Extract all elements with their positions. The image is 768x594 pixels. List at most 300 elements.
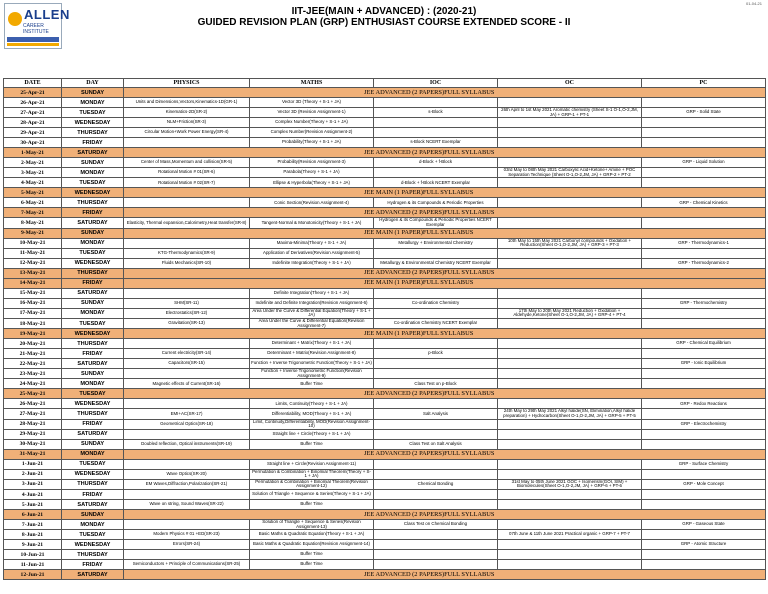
ioc-cell <box>374 359 498 369</box>
table-row <box>4 449 766 459</box>
phy-cell: Fluids Mechanics(SR-10) <box>124 258 250 268</box>
oc-cell <box>498 429 642 439</box>
math-cell: Straight line + Circle(Theory + S-1 + JA) <box>250 429 374 439</box>
date-cell: 18-May-21 <box>4 318 62 328</box>
date-cell: 7-Jun-21 <box>4 520 62 530</box>
day-cell: THURSDAY <box>62 198 124 208</box>
date-cell: 3-Jun-21 <box>4 479 62 489</box>
table-row <box>4 168 766 178</box>
day-cell: SATURDAY <box>62 359 124 369</box>
table-row <box>4 560 766 570</box>
date-cell: 17-May-21 <box>4 308 62 318</box>
table-row <box>4 429 766 439</box>
phy-cell: SHM(SR-11) <box>124 298 250 308</box>
day-cell: SUNDAY <box>62 158 124 168</box>
math-cell: Solution of Triangle + Sequence & Series(Theory + S-1 + JA) <box>250 490 374 500</box>
math-cell: Limit, Continuity,Differentiability, MOD(Revision Assignment-10) <box>250 419 374 429</box>
date-cell: 24-May-21 <box>4 379 62 389</box>
pc-cell <box>642 560 766 570</box>
pc-cell <box>642 178 766 188</box>
oc-cell <box>498 178 642 188</box>
phy-cell: Rotational Motion # 01(SR-6) <box>124 168 250 178</box>
col-header-physics: PHYSICS <box>124 79 250 88</box>
phy-cell <box>124 138 250 148</box>
page-number: 01-04-21 <box>745 1 762 6</box>
table-row <box>4 409 766 419</box>
ioc-cell: s-Block <box>374 108 498 118</box>
logo-strip <box>7 37 59 42</box>
table-row <box>4 469 766 479</box>
ioc-cell <box>374 429 498 439</box>
oc-cell <box>498 469 642 479</box>
day-cell: FRIDAY <box>62 560 124 570</box>
ioc-cell: s-Block NCERT Exemplar <box>374 138 498 148</box>
ioc-cell: Hydrogen & its Compounds & Periodic Properties <box>374 198 498 208</box>
oc-cell <box>498 158 642 168</box>
phy-cell: Errors(SR-24) <box>124 540 250 550</box>
day-cell: WEDNESDAY <box>62 258 124 268</box>
oc-cell <box>498 490 642 500</box>
table-row <box>4 258 766 268</box>
table-row <box>4 570 766 580</box>
day-cell: WEDNESDAY <box>62 188 124 198</box>
date-cell: 6-Jun-21 <box>4 510 62 520</box>
day-cell: SUNDAY <box>62 369 124 379</box>
ioc-cell: Salt Analysis <box>374 409 498 419</box>
table-row <box>4 178 766 188</box>
ioc-cell <box>374 560 498 570</box>
logo-brand: ALLEN <box>24 7 70 22</box>
oc-cell: 10th May to 15th May 2021 Carbonyl compounds + Oxidation + Reduction(Sheet O-1,O-2,JM, JA) + GRP-3 + PT-3 <box>498 238 642 248</box>
ioc-cell <box>374 168 498 178</box>
oc-cell <box>498 298 642 308</box>
pc-cell <box>642 550 766 560</box>
day-cell: FRIDAY <box>62 138 124 148</box>
math-cell: Definite Integration(Theory + S-1 + JA) <box>250 288 374 298</box>
oc-cell: 03rd May to 08th May 2021 Carboxylic Acid+Ketone+ Amine + POC Separation Technique (Sheet O-1,O-2,JM, JA) + GRP-2 + PT-2 <box>498 168 642 178</box>
day-cell: FRIDAY <box>62 349 124 359</box>
table-row <box>4 318 766 328</box>
date-cell: 19-May-21 <box>4 329 62 339</box>
date-cell: 16-May-21 <box>4 298 62 308</box>
oc-cell <box>498 520 642 530</box>
math-cell: Tangent-Normal & Monotonicity(Theory + S-1 + JA) <box>250 218 374 228</box>
oc-cell <box>498 318 642 328</box>
pc-cell: GRP - Atomic Structure <box>642 540 766 550</box>
oc-cell: 07th June & 11th June 2021 Practical organic + GRP-7 + PT-7 <box>498 530 642 540</box>
pc-cell <box>642 379 766 389</box>
pc-cell <box>642 369 766 379</box>
date-cell: 8-Jun-21 <box>4 530 62 540</box>
math-cell: Buffer Time <box>250 500 374 510</box>
date-cell: 11-May-21 <box>4 248 62 258</box>
date-cell: 9-Jun-21 <box>4 540 62 550</box>
logo-subtitle: CAREER INSTITUTE <box>23 23 49 35</box>
day-cell: MONDAY <box>62 308 124 318</box>
math-cell: Area Under the Curve & Differential Equation(Theory + S-1 + JA) <box>250 308 374 318</box>
table-row <box>4 500 766 510</box>
table-row <box>4 359 766 369</box>
exam-banner-cell: JEE ADVANCED (2 PAPERS)FULL SYLLABUS <box>124 389 766 399</box>
day-cell: SATURDAY <box>62 570 124 580</box>
math-cell: Limits, Continuity(Theory + S-1 + JA) <box>250 399 374 409</box>
pc-cell <box>642 248 766 258</box>
phy-cell <box>124 288 250 298</box>
math-cell: Basic Maths & Quadratic Equation(Revision Assignment-14) <box>250 540 374 550</box>
revision-plan-table <box>3 78 766 580</box>
day-cell: TUESDAY <box>62 108 124 118</box>
pc-cell: GRP - Thermodynamics-1 <box>642 238 766 248</box>
table-row <box>4 198 766 208</box>
table-row <box>4 268 766 278</box>
pc-cell <box>642 469 766 479</box>
day-cell: THURSDAY <box>62 479 124 489</box>
date-cell: 12-Jun-21 <box>4 570 62 580</box>
pc-cell <box>642 349 766 359</box>
day-cell: SATURDAY <box>62 500 124 510</box>
date-cell: 10-May-21 <box>4 238 62 248</box>
day-cell: WEDNESDAY <box>62 118 124 128</box>
oc-cell <box>498 540 642 550</box>
day-cell: WEDNESDAY <box>62 540 124 550</box>
phy-cell: Modern Physics # 01 +ED(SR-23) <box>124 530 250 540</box>
table-row <box>4 379 766 389</box>
table-row <box>4 138 766 148</box>
day-cell: TUESDAY <box>62 389 124 399</box>
math-cell: Function + Inverse Trigonometric Function(Revision Assignment-9) <box>250 369 374 379</box>
table-row <box>4 148 766 158</box>
date-cell: 27-Apr-21 <box>4 108 62 118</box>
table-row <box>4 108 766 118</box>
table-row <box>4 550 766 560</box>
phy-cell: Wave Optics(SR-20) <box>124 469 250 479</box>
date-cell: 25-May-21 <box>4 389 62 399</box>
oc-cell <box>498 198 642 208</box>
table-row <box>4 329 766 339</box>
date-cell: 5-May-21 <box>4 188 62 198</box>
oc-cell <box>498 379 642 389</box>
phy-cell: EMI+AC(SR-17) <box>124 409 250 419</box>
math-cell: Vector 3D (Theory + S-1 + JA) <box>250 98 374 108</box>
day-cell: MONDAY <box>62 449 124 459</box>
day-cell: TUESDAY <box>62 318 124 328</box>
table-row <box>4 459 766 469</box>
date-cell: 30-Apr-21 <box>4 138 62 148</box>
ioc-cell <box>374 248 498 258</box>
ioc-cell: Hydrogen & its Compounds & Periodic Properties NCERT Exemplar <box>374 218 498 228</box>
ioc-cell: p-Block <box>374 349 498 359</box>
math-cell: Straight line + Circle(Revision Assignment-11) <box>250 459 374 469</box>
col-header-pc: PC <box>642 79 766 88</box>
page-header <box>0 0 768 60</box>
oc-cell <box>498 138 642 148</box>
phy-cell: KTG-Thermodynamics(SR-9) <box>124 248 250 258</box>
date-cell: 23-May-21 <box>4 369 62 379</box>
pc-cell: GRP - Electrochemistry <box>642 419 766 429</box>
pc-cell <box>642 490 766 500</box>
phy-cell <box>124 399 250 409</box>
ioc-cell <box>374 419 498 429</box>
phy-cell <box>124 429 250 439</box>
phy-cell: Magnetic effects of Current(SR-16) <box>124 379 250 389</box>
math-cell: Probability(Revision Assignment-3) <box>250 158 374 168</box>
oc-cell <box>498 118 642 128</box>
day-cell: FRIDAY <box>62 278 124 288</box>
date-cell: 9-May-21 <box>4 228 62 238</box>
col-header-oc: OC <box>498 79 642 88</box>
table-row <box>4 520 766 530</box>
phy-cell: Semiconductors + Principle of Communications(SR-25) <box>124 560 250 570</box>
phy-cell: NLM+Friction(SR-3) <box>124 118 250 128</box>
date-cell: 4-Jun-21 <box>4 490 62 500</box>
table-row <box>4 278 766 288</box>
table-row <box>4 439 766 449</box>
day-cell: SATURDAY <box>62 288 124 298</box>
table-row <box>4 228 766 238</box>
ioc-cell <box>374 530 498 540</box>
math-cell: Permutation & Combination + Binomial Theorem(Theory + S-1 + JA) <box>250 469 374 479</box>
ioc-cell: Metallurgy & Environmental Chemistry NCERT Exemplar <box>374 258 498 268</box>
pc-cell <box>642 308 766 318</box>
oc-cell: 31st May to 05th June 2021 GOC + Isomerism(GOI, SIM) + Biomolecules(Sheet O-1,O-2,JM, JA) + GRP-6 + PT-6 <box>498 479 642 489</box>
table-row <box>4 540 766 550</box>
phy-cell: Electrostatics(SR-12) <box>124 308 250 318</box>
date-cell: 15-May-21 <box>4 288 62 298</box>
day-cell: SUNDAY <box>62 439 124 449</box>
page-subtitle: GUIDED REVISION PLAN (GRP) ENTHUSIAST COURSE EXTENDED SCORE - II <box>197 17 571 28</box>
table-row <box>4 238 766 248</box>
day-cell: SUNDAY <box>62 228 124 238</box>
date-cell: 13-May-21 <box>4 268 62 278</box>
pc-cell <box>642 98 766 108</box>
math-cell: Buffer Time <box>250 550 374 560</box>
table-row <box>4 88 766 98</box>
math-cell: Ellipse & Hyperbola(Theory + S-1 + JA) <box>250 178 374 188</box>
date-cell: 26-Apr-21 <box>4 98 62 108</box>
math-cell: Solution of Triangle + Sequence & Series(Revision Assignment-13) <box>250 520 374 530</box>
day-cell: FRIDAY <box>62 490 124 500</box>
date-cell: 2-Jun-21 <box>4 469 62 479</box>
table-header-row <box>4 79 766 88</box>
pc-cell <box>642 409 766 419</box>
oc-cell: 17th May to 20th May 2021 Reduction + Oxidation + Aldehyde,Ketone(Sheet O-1,O-2,JM, JA) + GRP-4 + PT-4 <box>498 308 642 318</box>
phy-cell: Center of Mass,Momentum and collision(SR-5) <box>124 158 250 168</box>
oc-cell <box>498 128 642 138</box>
exam-banner-cell: JEE ADVANCED (2 PAPERS)FULL SYLLABUS <box>124 570 766 580</box>
pc-cell <box>642 168 766 178</box>
day-cell: SATURDAY <box>62 148 124 158</box>
oc-cell <box>498 439 642 449</box>
exam-banner-cell: JEE MAIN (1 PAPER)FULL SYLLABUS <box>124 278 766 288</box>
date-cell: 31-May-21 <box>4 449 62 459</box>
phy-cell: Elasticity, Thermal expansion,Calorimetry,Heat transfer(SR-8) <box>124 218 250 228</box>
pc-cell: GRP - Liquid Solution <box>642 158 766 168</box>
phy-cell <box>124 238 250 248</box>
day-cell: SATURDAY <box>62 429 124 439</box>
math-cell: Indefinite Integration(Theory + S-1 + JA) <box>250 258 374 268</box>
date-cell: 6-May-21 <box>4 198 62 208</box>
ioc-cell <box>374 118 498 128</box>
pc-cell: GRP - Solid State <box>642 108 766 118</box>
date-cell: 25-Apr-21 <box>4 88 62 98</box>
math-cell: Differentiability, MOD(Theory + S-1 + JA) <box>250 409 374 419</box>
ioc-cell <box>374 540 498 550</box>
phy-cell <box>124 550 250 560</box>
date-cell: 29-Apr-21 <box>4 128 62 138</box>
math-cell: Determinant + Matrix(Revision Assignment-8) <box>250 349 374 359</box>
day-cell: TUESDAY <box>62 530 124 540</box>
ioc-cell: Metallurgy + Environmental Chemistry <box>374 238 498 248</box>
oc-cell <box>498 359 642 369</box>
oc-cell <box>498 349 642 359</box>
math-cell: Application of Derivatives(Revision Assignment-5) <box>250 248 374 258</box>
pc-cell <box>642 118 766 128</box>
oc-cell: 26th April to 1st May 2021 Aromatic chemistry (Sheet S-1 O-1,O-2,JM, JA) + GRP-1 + PT-1 <box>498 108 642 118</box>
ioc-cell <box>374 98 498 108</box>
date-cell: 28-May-21 <box>4 419 62 429</box>
date-cell: 21-May-21 <box>4 349 62 359</box>
pc-cell: GRP - Surface Chemistry <box>642 459 766 469</box>
ioc-cell <box>374 469 498 479</box>
pc-cell: GRP - Mole Concept <box>642 479 766 489</box>
math-cell: Vector 3D (Revision Assignment-1) <box>250 108 374 118</box>
phy-cell <box>124 459 250 469</box>
day-cell: MONDAY <box>62 379 124 389</box>
oc-cell <box>498 98 642 108</box>
exam-banner-cell: JEE ADVANCED (2 PAPERS)FULL SYLLABUS <box>124 88 766 98</box>
oc-cell <box>498 399 642 409</box>
pc-cell: GRP - Chemical Equilibrium <box>642 339 766 349</box>
table-row <box>4 479 766 489</box>
pc-cell: GRP - Chemical Kinetics <box>642 198 766 208</box>
table-row <box>4 369 766 379</box>
day-cell: MONDAY <box>62 168 124 178</box>
table-row <box>4 399 766 409</box>
phy-cell: EM Waves,Diffraction,Polarization(SR-21) <box>124 479 250 489</box>
phy-cell <box>124 198 250 208</box>
day-cell: THURSDAY <box>62 550 124 560</box>
math-cell: Buffer Time <box>250 560 374 570</box>
day-cell: THURSDAY <box>62 339 124 349</box>
table-row <box>4 248 766 258</box>
phy-cell: Geometrical Optics(SR-18) <box>124 419 250 429</box>
table-row <box>4 118 766 128</box>
exam-banner-cell: JEE ADVANCED (2 PAPERS)FULL SYLLABUS <box>124 268 766 278</box>
table-row <box>4 98 766 108</box>
ioc-cell: d-Block + f-Block <box>374 158 498 168</box>
exam-banner-cell: JEE ADVANCED (2 PAPERS)FULL SYLLABUS <box>124 148 766 158</box>
day-cell: THURSDAY <box>62 128 124 138</box>
oc-cell <box>498 459 642 469</box>
phy-cell: Circular Motion+Work Power Energy(SR-4) <box>124 128 250 138</box>
math-cell: Permutation & Combination + Binomial Theorem(Revision Assignment-12) <box>250 479 374 489</box>
ioc-cell: Class Test on Chemical Bonding <box>374 520 498 530</box>
table-row <box>4 530 766 540</box>
math-cell: Buffer Time <box>250 439 374 449</box>
phy-cell: Rotational Motion # 02(SR-7) <box>124 178 250 188</box>
pc-cell: GRP - Redox Reactions <box>642 399 766 409</box>
table-row <box>4 339 766 349</box>
pc-cell <box>642 218 766 228</box>
day-cell: WEDNESDAY <box>62 329 124 339</box>
oc-cell <box>498 369 642 379</box>
pc-cell <box>642 128 766 138</box>
oc-cell <box>498 500 642 510</box>
day-cell: TUESDAY <box>62 248 124 258</box>
math-cell: Determinant + Matrix(Theory + S-1 + JA) <box>250 339 374 349</box>
pc-cell <box>642 318 766 328</box>
day-cell: FRIDAY <box>62 419 124 429</box>
pc-cell: GRP - Gaseous State <box>642 520 766 530</box>
math-cell: Area Under the Curve & Differential Equation(Revision Assignment-7) <box>250 318 374 328</box>
date-cell: 12-May-21 <box>4 258 62 268</box>
phy-cell: Gravitation(SR-13) <box>124 318 250 328</box>
table-row <box>4 308 766 318</box>
ioc-cell <box>374 459 498 469</box>
exam-banner-cell: JEE MAIN (1 PAPER)FULL SYLLABUS <box>124 188 766 198</box>
date-cell: 1-May-21 <box>4 148 62 158</box>
table-row <box>4 490 766 500</box>
date-cell: 3-May-21 <box>4 168 62 178</box>
day-cell: SUNDAY <box>62 88 124 98</box>
math-cell: Complex Number(Revision Assignment-2) <box>250 128 374 138</box>
pc-cell: GRP - Ionic Equilibrium <box>642 359 766 369</box>
oc-cell <box>498 550 642 560</box>
math-cell: Indefinite and Definite Integration(Revision Assignment-6) <box>250 298 374 308</box>
math-cell: Probability(Theory + S-1 + JA) <box>250 138 374 148</box>
date-cell: 22-May-21 <box>4 359 62 369</box>
day-cell: TUESDAY <box>62 459 124 469</box>
date-cell: 5-Jun-21 <box>4 500 62 510</box>
table-row <box>4 419 766 429</box>
ioc-cell <box>374 369 498 379</box>
date-cell: 10-Jun-21 <box>4 550 62 560</box>
date-cell: 8-May-21 <box>4 218 62 228</box>
oc-cell <box>498 218 642 228</box>
pc-cell <box>642 500 766 510</box>
ioc-cell: Co-ordination Chemistry NCERT Exemplar <box>374 318 498 328</box>
table-row <box>4 188 766 198</box>
table-row <box>4 510 766 520</box>
table-row <box>4 128 766 138</box>
oc-cell <box>498 258 642 268</box>
date-cell: 11-Jun-21 <box>4 560 62 570</box>
pc-cell: GRP - Thermochemistry <box>642 298 766 308</box>
col-header-ioc: IOC <box>374 79 498 88</box>
ioc-cell <box>374 288 498 298</box>
exam-banner-cell: JEE MAIN (1 PAPER)FULL SYLLABUS <box>124 329 766 339</box>
day-cell: TUESDAY <box>62 178 124 188</box>
day-cell: SUNDAY <box>62 510 124 520</box>
pc-cell <box>642 530 766 540</box>
math-cell: Basic Maths & Quadratic Equation(Theory + S-1 + JA) <box>250 530 374 540</box>
ioc-cell <box>374 308 498 318</box>
day-cell: THURSDAY <box>62 409 124 419</box>
day-cell: SUNDAY <box>62 298 124 308</box>
ioc-cell: Chemical Bonding <box>374 479 498 489</box>
oc-cell <box>498 288 642 298</box>
day-cell: MONDAY <box>62 520 124 530</box>
day-cell: WEDNESDAY <box>62 469 124 479</box>
table-row <box>4 208 766 218</box>
phy-cell: Capacitors(SR-15) <box>124 359 250 369</box>
ioc-cell <box>374 339 498 349</box>
table-row <box>4 288 766 298</box>
phy-cell <box>124 369 250 379</box>
date-cell: 29-May-21 <box>4 429 62 439</box>
page-title: IIT-JEE(MAIN + ADVANCED) : (2020-21) <box>291 6 477 17</box>
math-cell: Buffer Time <box>250 379 374 389</box>
